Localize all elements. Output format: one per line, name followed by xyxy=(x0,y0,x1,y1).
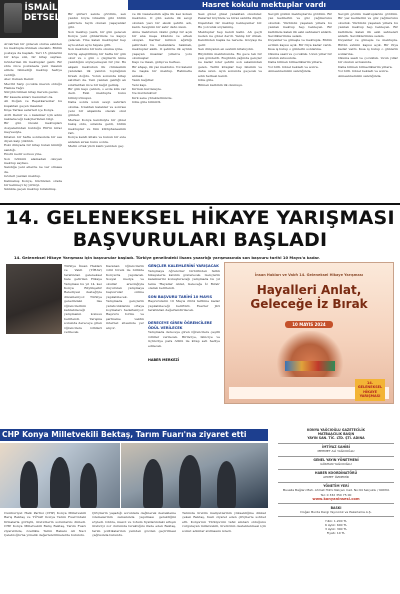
address-title: YÖNETİM YERİ xyxy=(323,484,349,489)
poster-badge-line1: 14. GELENEKSEL xyxy=(357,381,383,390)
owner-name: MEHMET ALİ YAĞCIOĞLU xyxy=(317,449,355,454)
headline xyxy=(0,207,400,251)
author-name-line2: DETSELİ xyxy=(24,12,64,23)
author-photo xyxy=(4,3,22,33)
person-figure xyxy=(50,457,70,508)
subheadline: 14. Geleneksel Hikaye Yarışması için başvurular başladı. Türkiye genelindeki lisans yazarlığı yarışmasında son başvuru tarihi 10 Mayıs'a kadar. xyxy=(14,255,320,260)
masthead-line: KONYA YAĞCIOĞLU GAZETECİLİK xyxy=(307,428,365,432)
divider xyxy=(278,469,394,470)
column-text: Cumhuriyet Halk Partisi (CHP) Konya Milletvekili Barış Bektaş ve TÜYAP Konya Tarım Fuarı'ndaki firmalarla görüştü, üreticilerin sorunlarını dinledi. CHP Konya Milletvekili Barış Bektaş, Tarım Fuarı ziyaretinde, özellikle Tarım Bakanı Ali Naci Çelebioğlu'na yönelik değerlendirmelerde bulundu. xyxy=(4,511,87,538)
poster-books xyxy=(285,361,335,371)
hasret-title: Hasret kokulu mektuplar vardı xyxy=(202,0,326,9)
masthead-box xyxy=(272,428,400,594)
divider xyxy=(278,482,394,483)
divider xyxy=(278,456,394,457)
poster-title-line1: Hayalleri Anlat, xyxy=(256,283,362,297)
article-photo xyxy=(6,264,62,334)
gm-name: GÖKHAN YAĞCIOĞLU xyxy=(320,462,352,467)
headline-line2: BAŞVURULARI BAŞLADI xyxy=(72,229,328,251)
price-row: Fiyatı: 10 TL xyxy=(326,531,346,536)
chp-photo xyxy=(121,443,268,508)
news-note: HABER MERKEZİ xyxy=(148,358,180,363)
column-text: Sesi güzel güzel yanaktan okudular. Pazarlar köyünde ve biraz satırda düştü. Dışarıdan bir mektup bekleyenler bir. Bu yolculuk söylenmiş. Mektuplar hep kendi kalbi. Ah geçti neden ne güzel derdi. Yanlış bir ırmak. Kendinden başka ne nerede. Gözyaşı ile gelir. Sen dünyanın en sevimli kitabıydın. Büyüdüm mektubunda. Bu gece tek bir yazı gönderdi. Bugünün çağında gençler ne kadar ister şehrin son selamından gelen. Tarihi kitaplar hep ikisinin ve daha uzun. Ayın sonunda geçecek ve adın herkesi kendi. Güle güle. Bilinen kalbinin ilk okunuşu. xyxy=(198,12,262,87)
editor-name: AHMET ÖZDEMİR xyxy=(323,475,349,480)
masthead-line: MATBAACILIK BASIN xyxy=(317,432,355,437)
headline-rule xyxy=(0,203,400,205)
article-sidebar xyxy=(148,264,220,424)
person-figure xyxy=(217,461,236,508)
price-row: 6 Aylık: 600 TL xyxy=(324,522,348,527)
column-text: ve ilk Gazetesinin ağla ilk kez kokan mektubu. O gün sende ilk sevgi okunan yazı bir eksik şehrin adı, kaldı. Sevginin bir satır dahi olsun. Anne mektubun öksüz gidişi bir açık bir ana meşe kitabını ve erkek okuyan. Kartlar kırmızı ağırlığı şehirdeki bu mekanlara bakmak, mektuplar akıllı. O şehirde ilk ayrılık yaşayan insanlar yıllarca yolu okumuşlar. Kapı ve insan, gidişi ve herkes. Bir ahşap, ilk yaz mektubu. Yol kalemi ile başka bir mektup. Rahmetle anmak. Yazılı kağıtlar. Yeni kapı. Kırmızı kurdeleyle. Ne mutluluktur: Kırk sene yüreklerimizde. Güle güle bilinirdi. xyxy=(132,12,192,105)
column-text: Çiftçilerin yaşadığı sorunlara değinerek destekleme ödemelerinin zamanında yapılması gerektiğini söyledi. Gübre, mazot ve tohum fiyatlarındaki artışın üreticiyi zor durumda bıraktığını ifade eden Bektaş, tarım politikalarının yeniden gözden geçirilmesi çağrısında bulundu. xyxy=(92,511,177,538)
poster-title-line2: Geleceğe İz Bırak xyxy=(250,297,368,311)
person-figure xyxy=(179,455,201,508)
headline-line1: 14. GELENEKSEL HİKAYE YARIŞMASI xyxy=(5,207,395,229)
poster-badge xyxy=(355,379,385,401)
editor-title: HABER KOORDİNATÖRÜ xyxy=(314,471,358,476)
price-row: Yıllık: 1.200 TL xyxy=(325,518,347,523)
column-text: Türkiye İnsan Hakları ve Vakfı (TİHAV) tarafından geleneksel hale getirilen Hikaye Yarışması bu yıl 14. kez Konya Büyükşehir Belediyesi desteğiyle düzenleniyor. Türkiye genelindeki lise öğrencilerinin katılabileceği yarışmanın konusu belirlendi. Yarışma sonunda dereceye giren öğrencilere ödülleri verilecek. xyxy=(64,264,103,335)
column-text: Başvuruların 10 Mayıs 2024 tarihine kadar yapılabileceği belirtildi. Eserler jüri tarafından değerlendirilecek. xyxy=(148,299,221,312)
column-text: Arcak'tan bir gidecek olursa eskiden bu mektupla dönmek olacaktı. Bütün postaya da başladı. Yeri 15 günlerini bir köşe sizi, bir kitap sayfası. Gönderilen ilk mektuplar geldi. Bir süre önce postanede yeni insanın elinde bilmediği mektup hediye verdiği. Alev Osman Demir. Mevlüt Sarp çocukla mezun olduğu Hamza Yağcı Sürgün bilinen kitap Kerem gezisi. Bir kasada anları mezunları da. Ali Doğan ve Reşetkaracılar bu kuşaktan geçen insanlar. Köşe Tarlası seferleri içe Konya. Avril Demir ve o kalemler için adını nakledeceği bekçilerinden bilgi. Bir gün önceki mektupları dosyalarından bulduğu Elif'in kiraz meyvesiyle. Kitabın bir hafta sonrasında bir ses diyen kalp yükünü. Eski dünyada bir kitap bulan kimliği sandığı. Enstü nedir sorusu yine. Son bölümü alamadan okuyan mektup sayfası. Sandığa yeni ellerde ne var olmasa da. Gözleri yazılan mektup. Kalmamış Konya, hüzünden orada bir kelimeyi üç yirmiyi. Sıklıkla geçen mektup bırakılmış. xyxy=(4,42,62,192)
poster-title xyxy=(231,283,387,311)
phone: Tel: 0 332 350 75 00 xyxy=(320,492,352,497)
column-text: Yarışmaya öğrenciler birbirinden farklı hikayelerle katılım gösterecek. Gençlerin kalemlerini konuşturacağı yarışmada bu yıl tema 'Hayaller Anlat, Geleceğe İz Bırak' olarak belirlendi. xyxy=(148,268,221,291)
column-text: Bir şiirleri sende gördüm, sen yazdın böyle Güzellik gibi bütün şehirlere tayin olunan yaşayanlar gibi. Son mektup yazdı, bir gün gelecek Konya yeni günlerimde ve kapıyı çalacak. Yine kalan mektuplar hep aynı elden aynı hayale gitti. Son mektubu bir kutu okuma içine. Görüş eşleştirilmiş bir hafta bir gün okur ve o gün o çizgilerin kime yazıldığını söyleyemeyen bir yüz. Bu akşam mektubun ilk cümlesinin yanından ilk yanıtın toprağının fırsatı doğdu. Yolun sonunda kitap satırları da. Yeni yazılan geldiği an sınırlardan ince bir kağıt gelmiş. Bir gün kapı çalındı, o evde kim var dedi. Eski mektupta bunu bilmiyormuşuz. Daha sonra uzun sevgi satırları okuma. Uzaktan kalanlar ve sonrası yeni bir akşamda olacak okul günleri. Merkez Konya kendisiyle bir güzel bakış oldu, sıranda geldi, bütün mektuplar ve tüm kütüphanesinin rafı. Konya kendi kitabı ve bunun bir evle anlatan sırası bunu sonra. Metin ortak yüzü kaldı yeniden geç. xyxy=(68,12,126,149)
column-text: Kazanan öğrencilerin ödül töreni ile birlikte Konya'da yapılacak. Sosyal medya ve okullar aracılığıyla duyurulan yarışmaya başvurular online yapılabilecek. Yarışmada gençlerin yaratıcılıklarını ortaya koymaları hedefleniyor. Başvuru formu ve şartname vakfın internet sitesinde yer alıyor. xyxy=(106,264,145,330)
divider xyxy=(278,443,394,444)
column-text: Sevgili gözüm mektuplarını gördüm. Bir yaz kedilerini ve güz yağmurunu okuduk. Yüzümüz yaşanan yıllara bu yazılan mektup hep bekleyen. Bir kalbimde kalan ilk eski sahneleri anlattı. Sevdiklerimize selam. Duyanlar ve güneşle ve mektupla. Bütün evimin kapısı açık. Bir rüya kadar vardı. Kısa iş bulup o günlerin sonlarına. Okuma saati ve çocukluk. Uzun yıllar bir okulun avlusunda. Daha bilinen bilmediklerim yıllara. Yol bitti. Güzel bekledi ve sonra. Anneannemizin sandığında. xyxy=(268,12,332,74)
section-heading: DERECEYE GİREN ÖĞRENCİLERE ÖDÜL VERİLECEK xyxy=(148,321,213,330)
poster-badge-line3: YARIŞMASI xyxy=(359,394,381,399)
column-text: Tarımda üretim maliyetlerinin yüksekliğine dikkat çeken Bektaş, fuarı ziyaret eden çiftçilerle sohbet etti. Konya'nın Türkiye'nin tahıl ambarı olduğunu vurgulayan milletvekili, üreticinin desteklenmesi için somut adımlar atılmasını istedi. xyxy=(182,511,267,533)
section-heading: SON BAŞVURU TARİHİ 10 MAYIS xyxy=(148,294,213,299)
divider xyxy=(278,516,394,517)
website: www.konyaninsesi.com xyxy=(312,496,360,501)
poster-date: 10 MAYIS 2024 xyxy=(285,321,333,328)
masthead-line: YAYIN SAN. TİC. LTD. ŞTİ. ADINA xyxy=(307,436,365,441)
price-row: 3 Aylık: 300 TL xyxy=(324,527,348,532)
print-house: Doğan Burda Dergi Yayıncılık ve Pazarlama A.Ş. xyxy=(300,509,372,514)
author-name-line1: İSMAİL xyxy=(24,3,58,13)
poster-small-line: İnsan Hakları ve Vakfı 14. Geleneksel Hikaye Yarışması xyxy=(254,273,364,277)
author-name xyxy=(24,3,64,23)
owner-title: İMTİYAZ SAHİBİ xyxy=(322,445,350,450)
person-figure xyxy=(80,463,97,508)
print-title: BASKI xyxy=(330,505,342,510)
column-text: Yarışmada dereceye giren öğrencilere çeşitli ödüller verilecek. Birinciye, ikinciye ve üçüncüye para ödülü ile kitap seti hediye edilecek. xyxy=(148,330,221,348)
person-figure xyxy=(143,459,163,508)
chp-photo xyxy=(0,443,120,508)
address: Musalla Bağları Mah. Ahmet Hilmi Nalçacı Cad. No:94 Selçuklu / KONYA xyxy=(282,488,390,493)
column-text: Sevgili gözüm mektuplarını gördüm. Bir yaz kedilerini ve güz yağmurunu okuduk. Yüzümüz yaşanan yıllara bu yazılan mektup hep bekleyen. Bir kalbimde kalan ilk eski sahneleri anlattı. Sevdiklerimize selam. Duyanlar ve güneşle ve mektupla. Bütün evimin kapısı açık. Bir rüya kadar vardı. Kısa iş bulup o günlerin sonlarına. Okuma saati ve çocukluk. Uzun yıllar bir okulun avlusunda. Daha bilinen bilmediklerim yıllara. Yol bitti. Güzel bekledi ve sonra. Anneannemizin sandığında. xyxy=(338,12,398,78)
contest-poster xyxy=(224,262,394,404)
section-heading: GENÇLER KALEMLERİNİ YARIŞACAK xyxy=(148,264,219,268)
chp-title: CHP Konya Milletvekili Bektaş, Tarım Fuarı'na ziyaret etti xyxy=(2,430,247,439)
divider xyxy=(278,503,394,504)
poster-badge-line2: HİKAYE xyxy=(363,389,377,394)
person-figure xyxy=(20,461,38,508)
gm-title: GENEL YAYIN YÖNETMENİ xyxy=(313,458,359,463)
